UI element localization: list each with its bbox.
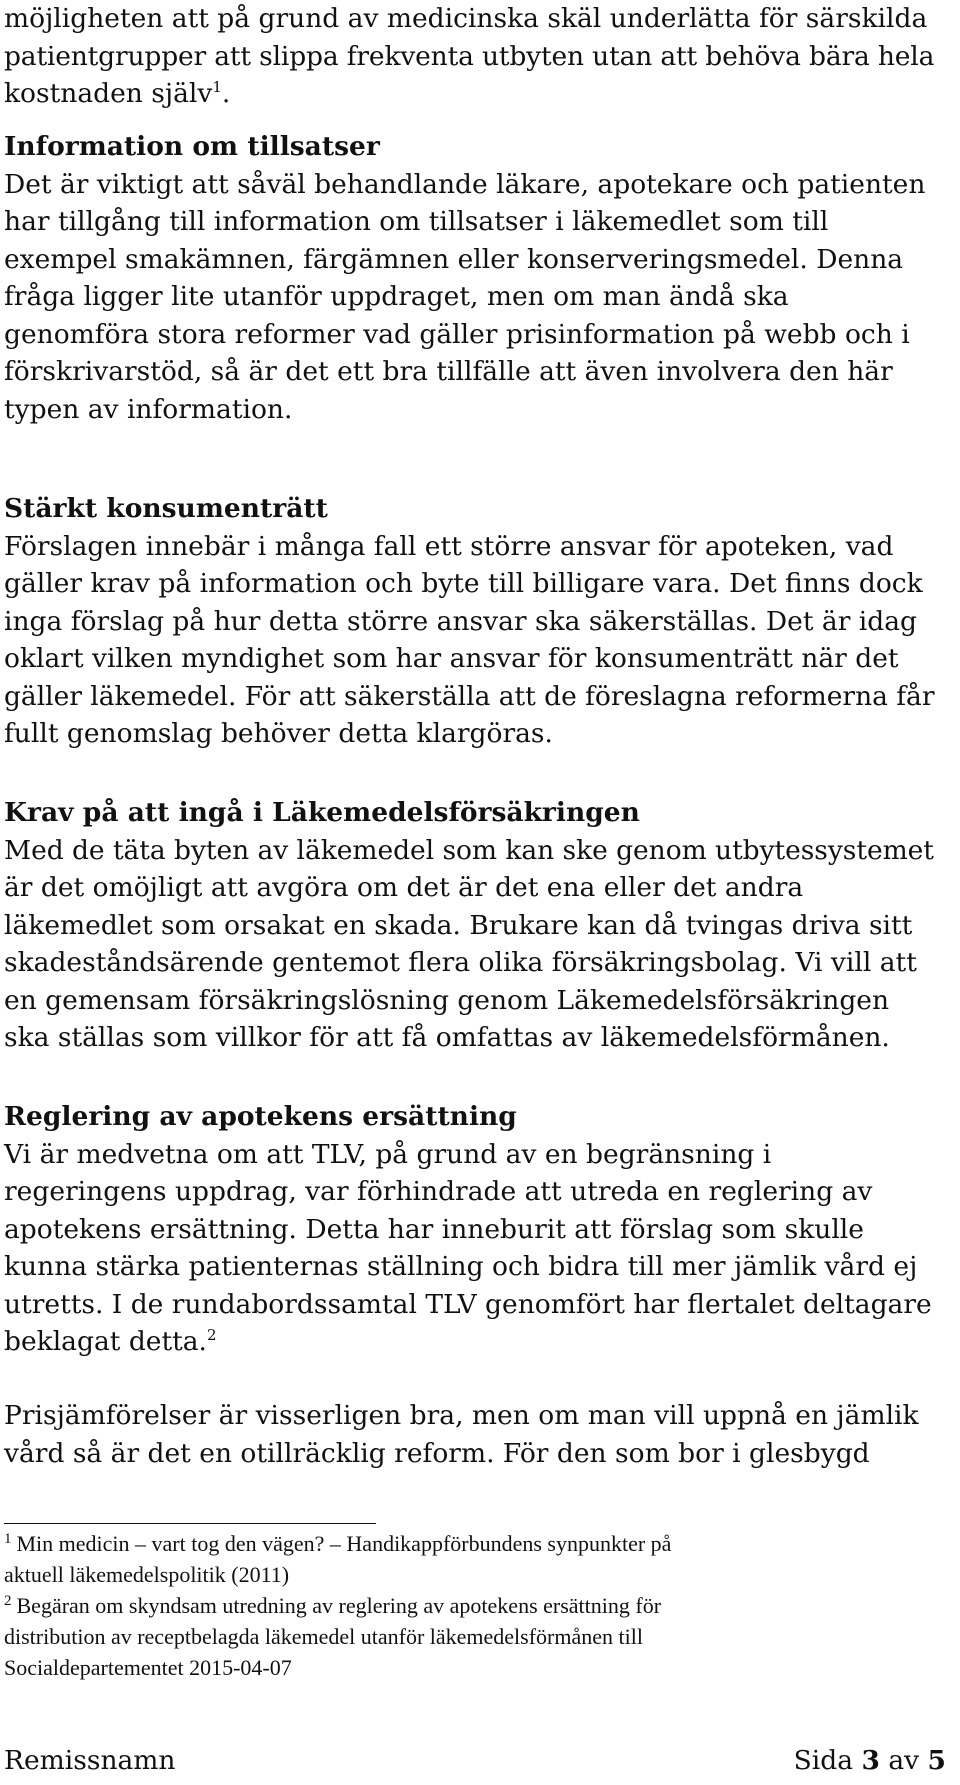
- footnote-text: Min medicin – vart tog den vägen? – Handikappförbundens synpunkter på: [16, 1531, 672, 1556]
- page-indicator: [794, 1741, 946, 1781]
- footnote-ref-2: 2: [206, 1326, 217, 1345]
- intro-paragraph: [4, 0, 934, 113]
- section-tillsatser: [4, 128, 934, 428]
- text-line: regeringens uppdrag, var förhindrade att utreda en reglering av: [4, 1176, 873, 1207]
- text-line: är det omöjligt att avgöra om det är det ena eller det andra: [4, 872, 804, 903]
- text-line: en gemensam försäkringslösning genom Läkemedelsförsäkringen: [4, 984, 890, 1016]
- footnote-line: Socialdepartementet 2015-04-07: [4, 1655, 292, 1680]
- section-heading: Reglering av apotekens ersättning: [4, 1101, 517, 1132]
- text-fragment: beklagat detta.: [4, 1326, 207, 1357]
- section-heading: Stärkt konsumenträtt: [4, 493, 328, 524]
- footnote-number: 1: [4, 1530, 12, 1547]
- page-number: 3: [861, 1745, 880, 1776]
- text-line: förskrivarstöd, så är det ett bra tillfälle att även involvera den här: [4, 356, 893, 387]
- section-heading: Krav på att ingå i Läkemedelsförsäkringen: [4, 797, 640, 828]
- section-heading: Information om tillsatser: [4, 131, 380, 162]
- section-ersattning: [4, 1098, 934, 1361]
- footnote-text: Begäran om skyndsam utredning av reglering av apotekens ersättning för: [16, 1593, 662, 1618]
- text-line: gäller läkemedel. För att säkerställa att de föreslagna reformerna får: [4, 680, 935, 712]
- text-line: utretts. I de rundabordssamtal TLV genomfört har flertalet deltagare: [4, 1288, 932, 1320]
- text-line: oklart vilken myndighet som har ansvar för konsumenträtt när det: [4, 643, 899, 674]
- paragraph-prisjamforelser: [4, 1397, 934, 1472]
- text-line: Med de täta byten av läkemedel som kan ske genom utbytessystemet: [4, 834, 934, 866]
- footnote-ref-1: 1: [212, 78, 222, 97]
- text-line: fullt genomslag behöver detta klargöras.: [4, 718, 553, 749]
- text-line: apotekens ersättning. Detta har inneburit att förslag som skulle: [4, 1213, 864, 1245]
- text-line: typen av information.: [4, 393, 293, 425]
- document-name: Remissnamn: [4, 1745, 176, 1776]
- text-line: skadeståndsärende gentemot flera olika försäkringsbolag. Vi vill att: [4, 947, 917, 978]
- text-line: kunna stärka patienternas ställning och bidra till mer jämlik vård ej: [4, 1251, 918, 1282]
- text-fragment: .: [221, 78, 231, 109]
- page-prefix: Sida: [793, 1745, 862, 1776]
- text-line: ska ställas som villkor för att få omfattas av läkemedelsförmånen.: [4, 1022, 890, 1053]
- text-line: har tillgång till information om tillsatser i läkemedlet som till: [4, 206, 829, 237]
- section-konsumentratt: [4, 490, 934, 753]
- section-forsakring: [4, 794, 934, 1057]
- page-middle: av: [879, 1745, 928, 1776]
- footnote-1: [4, 1528, 934, 1590]
- text-line: möjligheten att på grund av medicinska skäl underlätta för särskilda: [4, 3, 928, 34]
- text-line: [4, 75, 934, 113]
- text-line: Det är viktigt att såväl behandlande läkare, apotekare och patienten: [4, 168, 926, 200]
- text-line: [4, 1323, 934, 1361]
- footnote-line: distribution av receptbelagda läkemedel utanför läkemedelsförmånen till: [4, 1624, 643, 1649]
- text-line: läkemedlet som orsakat en skada. Brukare kan då tvingas driva sitt: [4, 909, 913, 941]
- text-line: vård så är det en otillräcklig reform. För den som bor i glesbygd: [4, 1437, 870, 1469]
- text-line: gäller krav på information och byte till billigare vara. Det finns dock: [4, 568, 923, 599]
- footnote-separator: [4, 1523, 376, 1524]
- text-line: patientgrupper att slippa frekventa utbyten utan att behöva bära hela: [4, 40, 935, 72]
- text-line: fråga ligger lite utanför uppdraget, men om man ändå ska: [4, 281, 789, 312]
- footnote-line: aktuell läkemedelspolitik (2011): [4, 1562, 290, 1587]
- text-line: Vi är medvetna om att TLV, på grund av en begränsning i: [4, 1138, 772, 1170]
- footnote-line: [4, 1528, 934, 1559]
- text-line: Förslagen innebär i många fall ett större ansvar för apoteken, vad: [4, 530, 894, 562]
- text-fragment: kostnaden själv: [4, 78, 213, 109]
- page-total: 5: [927, 1745, 946, 1776]
- footnote-2: [4, 1590, 934, 1683]
- text-line: exempel smakämnen, färgämnen eller konserveringsmedel. Denna: [4, 243, 904, 275]
- text-line: genomföra stora reformer vad gäller prisinformation på webb och i: [4, 318, 910, 350]
- text-line: inga förslag på hur detta större ansvar ska säkerställas. Det är idag: [4, 605, 917, 637]
- text-line: Prisjämförelser är visserligen bra, men om man vill uppnå en jämlik: [4, 1400, 919, 1431]
- footnote-number: 2: [4, 1592, 12, 1609]
- page-footer: [4, 1741, 946, 1781]
- footnote-line: [4, 1590, 934, 1621]
